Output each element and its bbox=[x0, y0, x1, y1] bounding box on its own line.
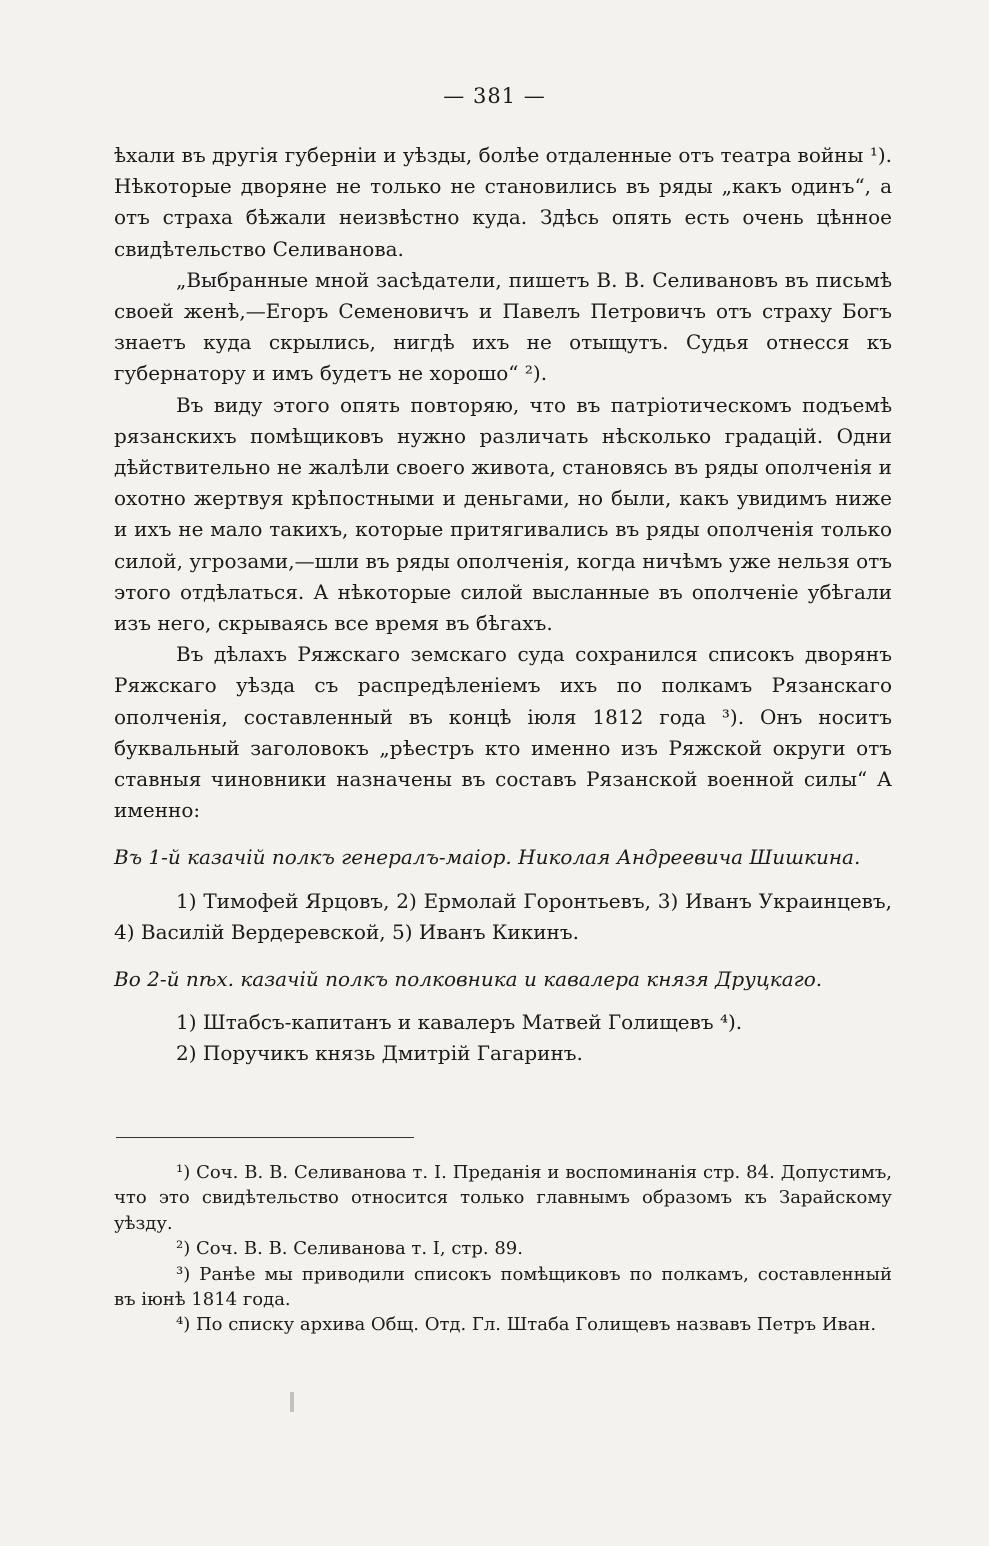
footnote-4: ⁴) По списку архива Общ. Отд. Гл. Штаба Голищевъ назвавъ Петръ Иван. bbox=[176, 1314, 877, 1336]
page-number: — 381 — bbox=[443, 84, 546, 108]
regiment-1-members: 1) Тимофей Ярцовъ, 2) Ермолай Горонтьевъ, 3) Иванъ Украинцевъ, 4) Василій Вердеревской, 5) Иванъ Кикинъ. bbox=[114, 888, 892, 944]
paragraph-4: Въ дѣлахъ Ряжскаго земскаго суда сохранился списокъ дворянъ Ряжскаго уѣзда съ распредѣленіемъ ихъ по полкамъ Рязанскаго ополченія, составленный въ концѣ іюля 1812 года ³). Онъ носитъ буквальный заголовокъ „рѣестръ кто именно изъ Ряжской округи отъ ставныя чиновники назначены въ составъ Рязанской военной силы“ А именно: bbox=[114, 642, 892, 823]
paragraph-1: ѣхали въ другія губерніи и уѣзды, болѣе отдаленные отъ театра войны ¹). Нѣкоторые дворяне не только не становились въ ряды „какъ одинъ“, а отъ страха бѣжали неизвѣстно куда. Здѣсь опять есть очень цѣнное свидѣтельство Селиванова. bbox=[114, 143, 892, 261]
regiment-2-member-2: 2) Поручикъ князь Дмитрій Гагаринъ. bbox=[176, 1041, 583, 1066]
regiment-2-heading: Во 2-й пѣх. казачій полкъ полковника и кавалера князя Друцкаго. bbox=[114, 967, 823, 992]
footnote-1: ¹) Соч. В. В. Селиванова т. I. Преданія и воспоминанія стр. 84. Допустимъ, что это свидѣтельство относится только главнымъ образомъ къ Зарайскому уѣзду. bbox=[114, 1162, 892, 1234]
regiment-1-heading: Въ 1-й казачій полкъ генералъ-маіор. Николая Андреевича Шишкина. bbox=[114, 845, 861, 870]
footnotes bbox=[114, 1160, 892, 1338]
footnote-2: ²) Соч. В. В. Селиванова т. I, стр. 89. bbox=[176, 1238, 523, 1260]
main-text bbox=[114, 140, 892, 1070]
paragraph-3: Въ виду этого опять повторяю, что въ патріотическомъ подъемѣ рязанскихъ помѣщиковъ нужно различать нѣсколько градацій. Одни дѣйствительно не жалѣли своего живота, становясь въ ряды ополченія и охотно жертвуя крѣпостными и деньгами, но были, какъ увидимъ ниже и ихъ не мало такихъ, которые притягивались въ ряды ополченія только силой, угрозами,—шли въ ряды ополченія, когда ничѣмъ уже нельзя отъ этого отдѣлаться. А нѣкоторые силой высланные въ ополченіе убѣгали изъ него, скрываясь все время въ бѣгахъ. bbox=[114, 392, 892, 636]
regiment-2-member-1: 1) Штабсъ-капитанъ и кавалеръ Матвей Голищевъ ⁴). bbox=[176, 1010, 743, 1035]
footnote-divider bbox=[116, 1137, 414, 1138]
footnote-3: ³) Ранѣе мы приводили списокъ помѣщиковъ по полкамъ, составленный въ іюнѣ 1814 года. bbox=[114, 1263, 892, 1311]
paragraph-2: „Выбранные мной засѣдатели, пишетъ В. В. Селивановъ въ письмѣ своей женѣ,—Егоръ Семеновичъ и Павелъ Петровичъ отъ страху Богъ знаетъ куда скрылись, нигдѣ ихъ не отыщутъ. Судья отнесся къ губернатору и имъ будетъ не хорошо“ ²). bbox=[114, 267, 892, 386]
scan-mark bbox=[290, 1392, 294, 1412]
